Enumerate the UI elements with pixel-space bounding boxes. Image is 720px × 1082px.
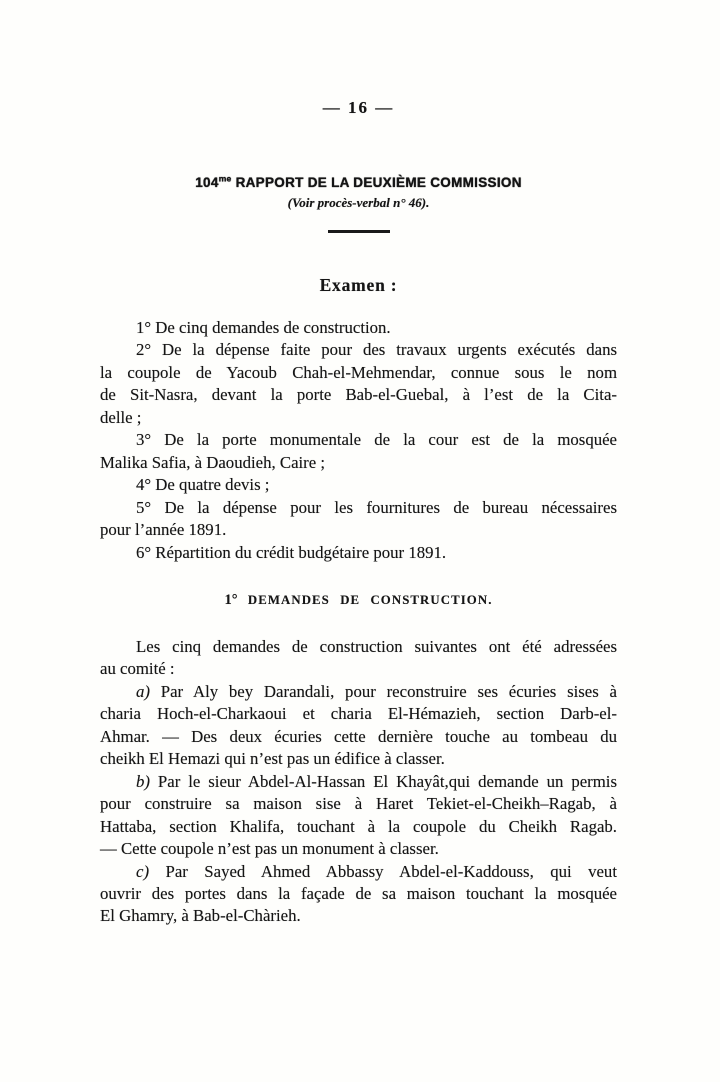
item-letter: c) [136, 861, 150, 881]
report-title [100, 175, 617, 191]
report-subtitle: (Voir procès-verbal n° 46). [287, 195, 430, 210]
report-number: 104 [195, 175, 219, 190]
construction-heading-title: DEMANDES DE CONSTRUCTION. [247, 592, 493, 607]
text-line: 6° Répartition du crédit budgétaire pour 1891. [136, 542, 447, 562]
construction-section-heading [100, 593, 617, 608]
page-number: — 16 — [322, 98, 395, 117]
text-line: Malika Safia, à Daoudieh, Caire ; [100, 452, 326, 472]
text-line: au comité : [100, 659, 175, 679]
text-line: 1° De cinq demandes de construction. [136, 318, 391, 337]
report-number-ordinal: me [218, 173, 232, 184]
text-line: El Ghamry, à Bab-el-Chàrieh. [100, 906, 301, 926]
text-line: delle ; [100, 407, 142, 427]
text-line: 4° De quatre devis ; [136, 475, 270, 495]
divider-rule [328, 230, 390, 233]
text-line: pour l’année 1891. [100, 520, 227, 540]
examen-list [100, 317, 617, 564]
examen-heading: Examen : [319, 275, 398, 295]
text-line: de Sit-Nasra, devant la porte Bab-el-Guebal, à l’est de la Cita- [100, 385, 617, 405]
text-line: — Cette coupole n’est pas un monument à classer. [100, 839, 439, 859]
text-line: c) Par Sayed Ahmed Abbassy Abdel-el-Kaddouss, qui veut [136, 861, 617, 881]
item-letter: b) [136, 771, 150, 791]
text-line: 5° De la dépense pour les fournitures de bureau nécessaires [136, 497, 617, 517]
text-line: Ahmar. — Des deux écuries cette dernière touche au tombeau du [100, 726, 617, 746]
text-line: Les cinq demandes de construction suivantes ont été adressées [136, 636, 617, 656]
text-column [100, 98, 617, 928]
item-letter: a) [136, 681, 150, 701]
text-line: cheikh El Hemazi qui n’est pas un édifice à classer. [100, 749, 445, 769]
construction-heading-number: 1° [224, 591, 238, 608]
text-line: pour construire sa maison sise à Haret Tekiet-el-Cheikh–Ragab, à [100, 794, 617, 814]
text-line: ouvrir des portes dans la façade de sa maison touchant la mosquée [100, 883, 617, 903]
text-line: charia Hoch-el-Charkaoui et charia El-Hémazieh, section Darb-el- [100, 704, 617, 724]
report-title-text: RAPPORT DE LA DEUXIÈME COMMISSION [235, 175, 522, 190]
text-line: 3° De la porte monumentale de la cour est de la mosquée [136, 430, 617, 450]
construction-paragraphs [100, 636, 617, 928]
text-line: b) Par le sieur Abdel-Al-Hassan El Khayât,qui demande un permis [136, 771, 617, 791]
text-line: Hattaba, section Khalifa, touchant à la coupole du Cheikh Ragab. [100, 816, 617, 836]
text-line: la coupole de Yacoub Chah-el-Mehmendar, connue sous le nom [100, 362, 617, 382]
text-line: 2° De la dépense faite pour des travaux urgents exécutés dans [136, 340, 617, 360]
text-line: a) Par Aly bey Darandali, pour reconstruire ses écuries sises à [136, 681, 617, 701]
